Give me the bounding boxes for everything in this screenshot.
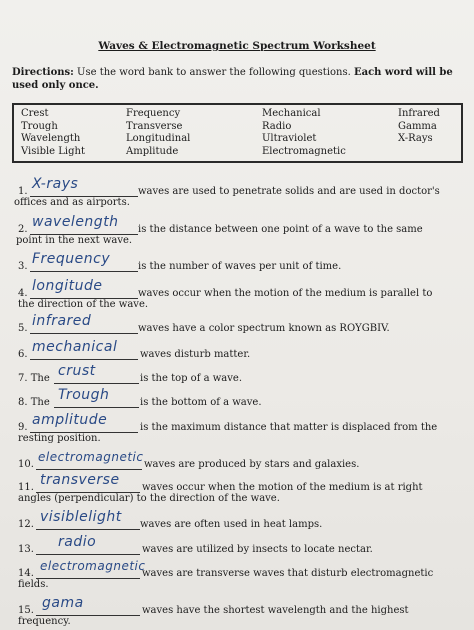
question-text-cont: angles (perpendicular) to the direction of the wave.: [18, 493, 280, 504]
word-bank-word: Crest: [21, 108, 49, 119]
question-text-cont: the direction of the wave.: [18, 299, 149, 310]
question-number: 7. The: [18, 373, 50, 384]
word-bank: [12, 103, 463, 163]
handwritten-answer: X-rays: [32, 176, 79, 192]
question-text-cont: fields.: [18, 579, 49, 590]
answer-line: [30, 359, 138, 360]
answer-line: [36, 529, 140, 530]
word-bank-word: Mechanical: [262, 108, 321, 119]
directions-bold: Each word will be used only once.: [12, 67, 453, 91]
word-bank-word: Wavelength: [21, 133, 81, 144]
handwritten-answer: radio: [58, 534, 97, 550]
question-text: waves are utilized by insects to locate nectar.: [142, 544, 373, 555]
handwritten-answer: gama: [42, 595, 84, 611]
question-number: 13.: [18, 544, 34, 555]
word-bank-word: Gamma: [398, 120, 437, 132]
question-number: 10.: [18, 459, 34, 470]
question-text: is the maximum distance that matter is displaced from the: [140, 422, 438, 433]
question-number: 6.: [18, 349, 28, 360]
answer-line: [54, 407, 139, 408]
question-text: waves are used to penetrate solids and are used in doctor's: [138, 186, 440, 197]
question-text: waves occur when the motion of the medium is parallel to: [138, 288, 433, 299]
word-bank-word: Visible Light: [21, 145, 85, 157]
question-text: is the distance between one point of a wave to the same: [138, 224, 423, 235]
directions-label: Directions:: [12, 67, 74, 78]
worksheet-title: Waves & Electromagnetic Spectrum Worksheet: [98, 40, 376, 52]
word-bank-word: Longitudinal: [126, 133, 191, 144]
word-bank-word: Electromagnetic: [262, 145, 346, 157]
word-bank-word: Trough: [21, 120, 58, 132]
word-bank-column-4: [398, 108, 440, 146]
word-bank-word: Frequency: [126, 108, 181, 119]
directions: [12, 66, 467, 92]
word-bank-column-1: [21, 108, 85, 158]
question-text-cont: frequency.: [18, 616, 71, 627]
handwritten-answer: infrared: [32, 313, 92, 329]
question-number: 4.: [18, 288, 28, 299]
handwritten-answer: mechanical: [32, 339, 118, 355]
question-number: 11.: [18, 482, 34, 493]
question-text-cont: offices and as airports.: [14, 197, 130, 208]
answer-line: [36, 578, 140, 579]
handwritten-answer: amplitude: [32, 412, 108, 428]
question-text: waves have the shortest wavelength and the highest: [142, 605, 409, 616]
handwritten-answer: crust: [58, 363, 96, 379]
question-text: waves disturb matter.: [140, 349, 251, 360]
question-text-cont: resting position.: [18, 433, 101, 444]
word-bank-word: Radio: [262, 120, 292, 132]
question-text: is the top of a wave.: [140, 373, 242, 384]
answer-line: [36, 469, 142, 470]
question-text: is the bottom of a wave.: [140, 397, 262, 408]
word-bank-word: Ultraviolet: [262, 133, 317, 144]
question-number: 14.: [18, 568, 34, 579]
word-bank-word: Infrared: [398, 108, 440, 119]
question-text: waves are transverse waves that disturb electromagnetic: [142, 568, 434, 579]
word-bank-column-2: [126, 108, 190, 158]
word-bank-word: X-Rays: [398, 133, 433, 144]
word-bank-column-3: [262, 108, 346, 158]
handwritten-answer: Trough: [58, 387, 110, 403]
handwritten-answer: transverse: [40, 472, 120, 488]
question-text: is the number of waves per unit of time.: [138, 261, 342, 272]
answer-line: [36, 554, 140, 555]
handwritten-answer: wavelength: [32, 214, 119, 230]
handwritten-answer: electromagnetic: [40, 559, 146, 573]
word-bank-word: Amplitude: [126, 145, 179, 157]
handwritten-answer: visiblelight: [40, 509, 122, 525]
question-text: waves have a color spectrum known as ROYGBIV.: [138, 323, 390, 334]
answer-line: [54, 383, 139, 384]
handwritten-answer: Frequency: [32, 251, 111, 267]
question-number: 15.: [18, 605, 34, 616]
question-number: 5.: [18, 323, 28, 334]
answer-line: [30, 333, 138, 334]
question-number: 8. The: [18, 397, 50, 408]
word-bank-word: Transverse: [126, 120, 183, 132]
handwritten-answer: electromagnetic: [38, 450, 144, 464]
question-text: waves occur when the motion of the medium is at right: [142, 482, 423, 493]
question-number: 9.: [18, 422, 28, 433]
handwritten-answer: longitude: [32, 278, 103, 294]
question-number: 12.: [18, 519, 34, 530]
directions-text: Use the word bank to answer the following questions.: [73, 67, 354, 78]
question-text: waves are produced by stars and galaxies.: [144, 459, 360, 470]
question-text: waves are often used in heat lamps.: [140, 519, 323, 530]
question-number: 3.: [18, 261, 28, 272]
answer-line: [30, 271, 138, 272]
question-number: 1.: [18, 186, 28, 197]
question-number: 2.: [18, 224, 28, 235]
question-text-cont: point in the next wave.: [16, 235, 133, 246]
